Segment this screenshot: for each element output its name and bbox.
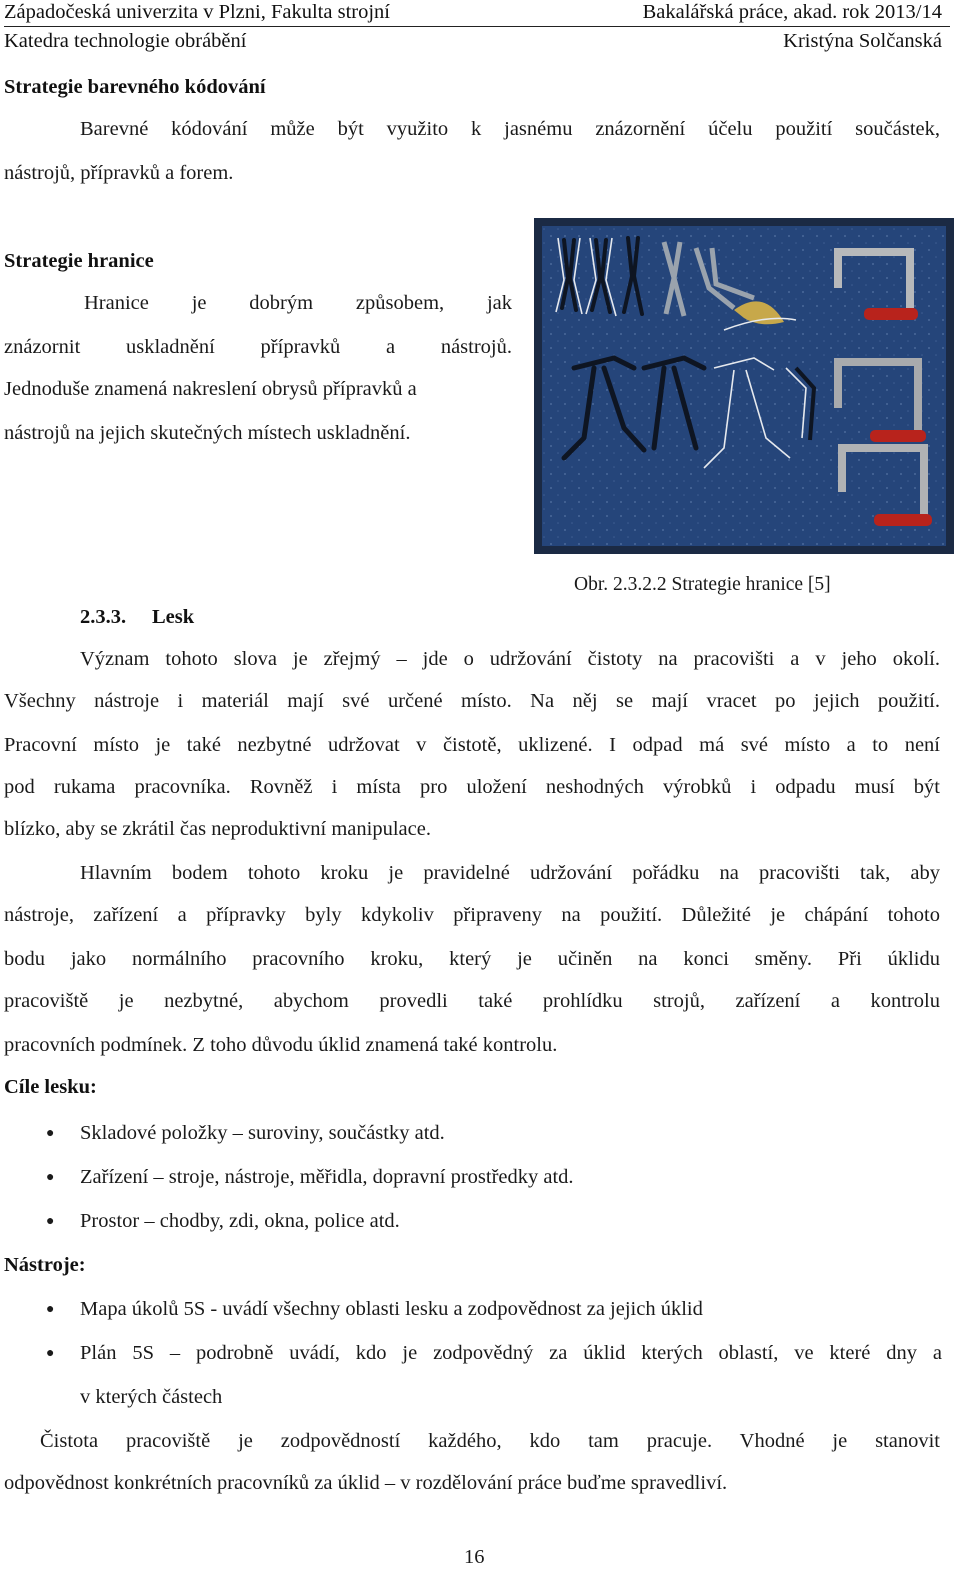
list-item: Zařízení – stroje, nástroje, měřidla, dopravní prostředky atd. xyxy=(80,1166,574,1188)
header-department: Katedra technologie obrábění xyxy=(4,30,247,52)
heading-color-coding: Strategie barevného kódování xyxy=(4,76,266,98)
bullet-icon: ● xyxy=(46,1302,55,1317)
paragraph-line: pracovních podmínek. Z toho důvodu úklid znamená také kontrolu. xyxy=(4,1034,558,1056)
header-university: Západočeská univerzita v Plzni, Fakulta strojní xyxy=(4,1,390,23)
heading-boundary: Strategie hranice xyxy=(4,250,154,272)
paragraph-line: Hranice je dobrým způsobem, jak xyxy=(84,292,512,314)
header-thesis-info: Bakalářská práce, akad. rok 2013/14 xyxy=(642,1,942,23)
paragraph-line: znázornit uskladnění přípravků a nástrojů. xyxy=(4,336,512,358)
paragraph-line: Hlavním bodem tohoto kroku je pravidelné udržování pořádku na pracovišti tak, aby xyxy=(80,862,940,884)
paragraph-line: Jednoduše znamená nakreslení obrysů přípravků a xyxy=(4,378,417,400)
header-author: Kristýna Solčanská xyxy=(783,30,942,52)
bullet-icon: ● xyxy=(46,1170,55,1185)
list-item: Skladové položky – suroviny, součástky atd. xyxy=(80,1122,445,1144)
bullet-icon: ● xyxy=(46,1126,55,1141)
list-item: Plán 5S – podrobně uvádí, kdo je zodpovědný za úklid kterých oblastí, ve které dny a xyxy=(80,1342,942,1364)
list-item: Prostor – chodby, zdi, okna, police atd. xyxy=(80,1210,400,1232)
paragraph-line: Čistota pracoviště je zodpovědností každého, kdo tam pracuje. Vhodné je stanovit xyxy=(40,1430,940,1452)
bullet-icon: ● xyxy=(46,1214,55,1229)
shadow-board-photo xyxy=(534,218,954,554)
header-rule xyxy=(4,26,950,27)
page-number: 16 xyxy=(464,1546,485,1568)
paragraph-line: Barevné kódování může být využito k jasnému znázornění účelu použití součástek, xyxy=(80,118,940,140)
paragraph-line: Pracovní místo je také nezbytné udržovat v čistotě, uklizené. I odpad má své místo a to není xyxy=(4,734,940,756)
bullet-icon: ● xyxy=(46,1346,55,1361)
paragraph-line: Všechny nástroje i materiál mají své určené místo. Na něj se mají vracet po jejich použití. xyxy=(4,690,940,712)
paragraph-line: blízko, aby se zkrátil čas neproduktivní manipulace. xyxy=(4,818,431,840)
paragraph-line: nástrojů na jejich skutečných místech uskladnění. xyxy=(4,422,411,444)
paragraph-line: pracoviště je nezbytné, abychom provedli také prohlídku strojů, zařízení a kontrolu xyxy=(4,990,940,1012)
paragraph-line: bodu jako normálního pracovního kroku, který je učiněn na konci směny. Při úklidu xyxy=(4,948,940,970)
list-item: Mapa úkolů 5S - uvádí všechny oblasti lesku a zodpovědnost za jejich úklid xyxy=(80,1298,703,1320)
paragraph-line: odpovědnost konkrétních pracovníků za úklid – v rozdělování práce buďme spravedliví. xyxy=(4,1472,728,1494)
paragraph-line: Význam tohoto slova je zřejmý – jde o udržování čistoty na pracovišti a v jeho okolí. xyxy=(80,648,940,670)
figure-caption: Obr. 2.3.2.2 Strategie hranice [5] xyxy=(574,574,831,595)
goals-heading: Cíle lesku: xyxy=(4,1076,97,1098)
section-title: Lesk xyxy=(152,606,195,628)
paragraph-line: nástrojů, přípravků a forem. xyxy=(4,162,234,184)
list-item-continuation: v kterých částech xyxy=(80,1386,223,1408)
paragraph-line: pod rukama pracovníka. Rovněž i místa pro uložení neshodných výrobků i odpadu musí být xyxy=(4,776,940,798)
section-number: 2.3.3. xyxy=(80,606,127,628)
tools-heading: Nástroje: xyxy=(4,1254,86,1276)
paragraph-line: nástroje, zařízení a přípravky byly kdykoliv připraveny na použití. Důležité je chápání tohoto xyxy=(4,904,940,926)
